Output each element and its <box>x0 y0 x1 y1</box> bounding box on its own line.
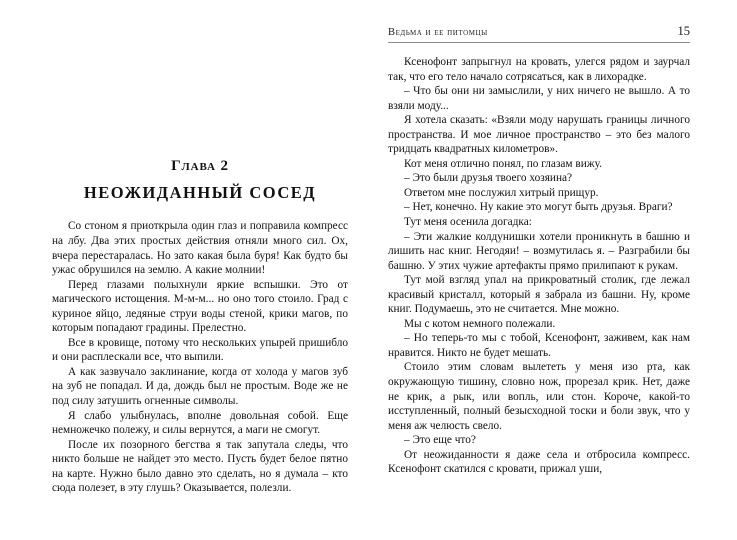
paragraph: – Нет, конечно. Ну какие это могут быть друзья. Враги? <box>404 201 673 214</box>
chapter-opener <box>52 0 348 202</box>
paragraph: – Эти жалкие колдунишки хотели проникнуть в башню и лишить нас книг. Негодяи! – возмутилась я. – Разграбили бы башню. У этих чужие артефакты прямо прилипают к рукам. <box>388 230 690 272</box>
paragraph: Кот меня отлично понял, по глазам вижу. <box>404 157 602 170</box>
paragraph: Перед глазами полыхнули яркие вспышки. Это от магического истощения. М-м-м... но оно того стоило. Град с куриное яйцо, ледяные струи воды стеной, крики магов, по которым попадают градины. Прелестно. <box>52 278 348 335</box>
paragraph: Стоило этим словам вылететь у меня изо рта, как окружающую тишину, словно нож, прорезал крик. Нет, даже не крик, а рык, или вопль, или стон. Короче, какой-то исступленный, полный безысходной тоски и боли звук, что у меня аж челюсть свело. <box>388 361 690 432</box>
paragraph: Ответом мне послужил хитрый прищур. <box>404 186 599 199</box>
paragraph: – Это еще что? <box>404 434 476 447</box>
paragraph: Мы с котом немного полежали. <box>404 317 556 330</box>
paragraph: Я хотела сказать: «Взяли моду нарушать границы личного пространства. И мое личное пространство – это без малого тридцать квадратных километров». <box>388 114 690 156</box>
paragraph: – Это были друзья твоего хозяина? <box>404 172 573 185</box>
paragraph: А как зазвучало заклинание, когда от холода у магов зуб на зуб не попадал. И да, дождь был не простым. Воде же не под силу затушить огненные символы. <box>52 365 348 408</box>
paragraph: Все в кровище, потому что нескольких упырей пришибло и они расплескали все, что выпили. <box>52 336 348 364</box>
paragraph: – Но теперь-то мы с тобой, Ксенофонт, заживем, как нам нравится. Никто не будет мешать. <box>388 332 690 359</box>
right-page-body <box>388 43 690 477</box>
paragraph: От неожиданности я даже села и отбросила компресс. Ксенофонт скатился с кровати, прижал уши, <box>388 448 690 476</box>
left-page-body <box>52 219 348 495</box>
paragraph: Тут мой взгляд упал на прикроватный столик, где лежал красивый кристалл, который я забрала из башни. Ну, кроме книг. Подумаешь, это не считается. Мне можно. <box>388 274 690 316</box>
paragraph: Тут меня осенила догадка: <box>404 216 532 229</box>
paragraph: После их позорного бегства я так запутала следы, что никто больше не найдет это место. Пусть будет белое пятно на карте. Нужно было давно это сделать, но я думала – кто сюда полезет, в эту глушь? Оказывается, полезли. <box>52 438 348 495</box>
paragraph: Я слабо улыбнулась, вполне довольная собой. Еще немножечко полежу, и силы вернутся, а маги не смогут. <box>52 409 348 437</box>
left-page <box>0 0 368 540</box>
page-number: 15 <box>677 24 690 38</box>
paragraph: Со стоном я приоткрыла один глаз и поправила компресс на лбу. Два этих простых действия отняли много сил. Ох, вчера перестаралась. Но зато какая была буря! Как будто бы ужас обрушился на землю. А какие молнии! <box>52 220 348 277</box>
chapter-label: Глава 2 <box>171 158 229 174</box>
right-page <box>368 0 737 540</box>
chapter-title: НЕОЖИДАННЫЙ СОСЕД <box>83 182 317 202</box>
running-head <box>388 0 690 43</box>
paragraph: – Что бы они ни замыслили, у них ничего не вышло. А то взяли моду... <box>388 85 690 112</box>
running-head-title: Ведьма и ее питомцы <box>388 27 488 38</box>
paragraph: Ксенофонт запрыгнул на кровать, улегся рядом и заурчал так, что его тело начало сотрясаться, как в лихорадке. <box>388 56 690 83</box>
